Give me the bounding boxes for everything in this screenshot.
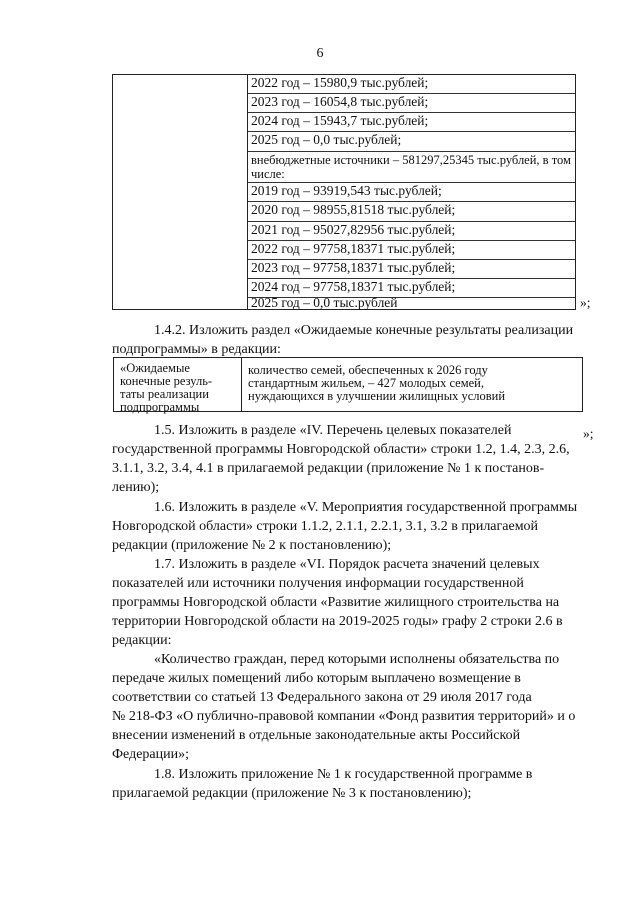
page-number: 6 [316, 46, 324, 61]
funding-row: 2024 год – 15943,7 тыс.рублей; [248, 113, 575, 132]
funding-row: 2022 год – 15980,9 тыс.рублей; [248, 75, 575, 94]
paragraph-quote: «Количество граждан, перед которыми исполнены обязательства по передаче жилых помещений либо которым выплачено возмещение в соответствии со статьей 13 Федерального закона от 29 июля 2017 года № 218-ФЗ «О публично-правовой компании «Фонд развития территорий» и о внесении изменений в отдельные законодательные акты Российской Федерации»; [112, 652, 576, 762]
funding-row: 2019 год – 93919,543 тыс.рублей; [248, 183, 575, 202]
paragraph-1-4-2: 1.4.2. Изложить раздел «Ожидаемые конечные результаты реализации подпрограммы» в редакции: [112, 323, 574, 357]
paragraph-1-5: 1.5. Изложить в разделе «IV. Перечень целевых показателей государственной программы Новгородской области» строки 1.2, 1.4, 2.3, 2.6, 3.1.1, 3.2, 3.4, 4.1 в прилагаемой редакции (приложение № 1 к постанов- лению); [112, 423, 570, 495]
funding-row: внебюджетные источники – 581297,25345 тыс.рублей, в том числе: [248, 152, 575, 183]
funding-row: 2021 год – 95027,82956 тыс.рублей; [248, 222, 575, 241]
results-table-value-cell: количество семей, обеспеченных к 2026 году стандартным жильем, – 427 молодых семей, нуждающихся в улучшении жилищных условий [248, 363, 506, 403]
results-table-label-cell: «Ожидаемые конечные резуль- таты реализации подпрограммы [114, 358, 242, 411]
funding-row: 2023 год – 97758,18371 тыс.рублей; [248, 260, 575, 279]
paragraph-1-8: 1.8. Изложить приложение № 1 к государственной программе в прилагаемой редакции (приложение № 3 к постановлению); [112, 767, 533, 801]
funding-row: 2020 год – 98955,81518 тыс.рублей; [248, 202, 575, 222]
paragraph-1-6: 1.6. Изложить в разделе «V. Мероприятия государственной программы Новгородской области» строки 1.1.2, 2.1.1, 2.2.1, 3.1, 3.2 в прилагаемой редакции (приложение № 2 к постановлению); [112, 500, 578, 553]
funding-row: 2023 год – 16054,8 тыс.рублей; [248, 94, 575, 113]
funding-row: 2024 год – 97758,18371 тыс.рублей; [248, 279, 575, 298]
funding-row: 2022 год – 97758,18371 тыс.рублей; [248, 241, 575, 260]
funding-table-closing-quote: »; [580, 295, 591, 310]
expected-results-table [113, 357, 583, 412]
paragraph-1-7: 1.7. Изложить в разделе «VI. Порядок расчета значений целевых показателей или источники получения информации государственной программы Новгородской области «Развитие жилищного строительства на территории Новгородской области на 2019-2025 годы» графу 2 строки 2.6 в редакции: [112, 557, 563, 648]
results-table-closing-quote: »; [583, 426, 594, 441]
funding-row: 2025 год – 0,0 тыс.рублей [251, 295, 398, 310]
funding-table [112, 74, 576, 310]
funding-table-left-cell [113, 75, 248, 309]
funding-row: 2025 год – 0,0 тыс.рублей; [248, 132, 575, 152]
